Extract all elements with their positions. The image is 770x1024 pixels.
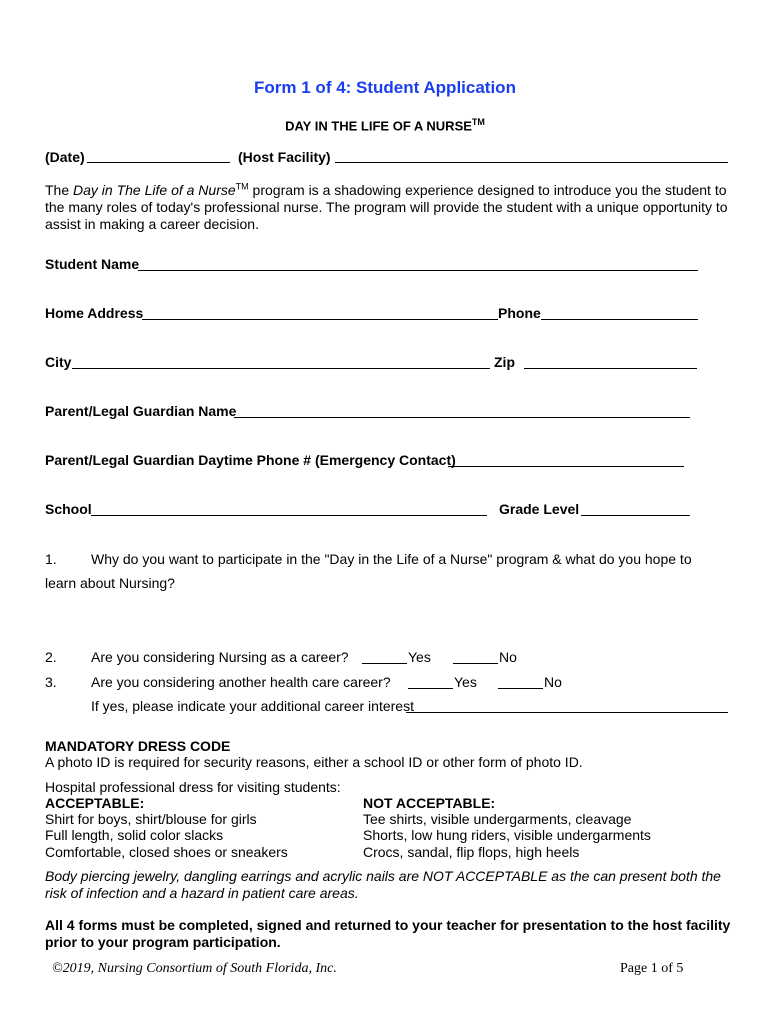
student-name-field[interactable] (138, 270, 698, 271)
question-3-yes-blank[interactable] (408, 688, 453, 689)
school-label: School (45, 501, 92, 517)
question-3-no-label: No (544, 674, 562, 690)
city-field[interactable] (72, 368, 490, 369)
acceptable-heading: ACCEPTABLE: (45, 795, 145, 811)
dress-intro: Hospital professional dress for visiting students: (45, 779, 341, 795)
guardian-name-field[interactable] (234, 417, 690, 418)
acceptable-item: Shirt for boys, shirt/blouse for girls (45, 811, 257, 827)
host-facility-field[interactable] (335, 162, 728, 163)
school-field[interactable] (91, 515, 487, 516)
question-1-text-cont: learn about Nursing? (45, 575, 175, 591)
program-name: Day in The Life of a Nurse (73, 182, 236, 198)
question-3-no-blank[interactable] (498, 688, 543, 689)
guardian-phone-field[interactable] (448, 466, 684, 467)
guardian-phone-label: Parent/Legal Guardian Daytime Phone # (Emergency Contact) (45, 452, 456, 468)
question-2-text: Are you considering Nursing as a career? (91, 649, 349, 665)
date-field[interactable] (87, 162, 230, 163)
student-name-label: Student Name (45, 256, 140, 272)
home-address-field[interactable] (142, 319, 498, 320)
intro-text-2: program is a shadowing experience designed to introduce you the student to the many roles of today's professional nurse. The program will provide the student with a unique opportunity to assist in making a career decision. (45, 182, 728, 232)
intro-paragraph (45, 182, 735, 233)
not-acceptable-heading: NOT ACCEPTABLE: (363, 795, 496, 811)
zip-label: Zip (494, 354, 515, 370)
question-2-number: 2. (45, 649, 57, 665)
not-acceptable-item: Tee shirts, visible undergarments, cleavage (363, 811, 632, 827)
footer-copyright: ©2019, Nursing Consortium of South Florida, Inc. (52, 961, 337, 976)
zip-field[interactable] (524, 368, 697, 369)
subtitle-text: DAY IN THE LIFE OF A NURSE (285, 118, 472, 134)
grade-level-label: Grade Level (499, 501, 580, 517)
question-3-text: Are you considering another health care career? (91, 674, 391, 690)
question-3-yes-label: Yes (454, 674, 477, 690)
date-label: (Date) (45, 149, 85, 165)
not-acceptable-item: Crocs, sandal, flip flops, high heels (363, 844, 580, 860)
closing-instructions: All 4 forms must be completed, signed and returned to your teacher for presentation to the host facility prior to your program participation. (45, 917, 731, 950)
acceptable-item: Comfortable, closed shoes or sneakers (45, 844, 288, 860)
question-2-yes-blank[interactable] (362, 663, 407, 664)
intro-text-1: The (45, 182, 74, 198)
trademark: TM (471, 117, 485, 127)
career-interest-field[interactable] (406, 712, 728, 713)
form-title: Form 1 of 4: Student Application (254, 78, 516, 97)
question-1-text: Why do you want to participate in the "Day in the Life of a Nurse" program & what do you hope to (91, 551, 692, 567)
phone-label: Phone (498, 305, 541, 321)
form-subtitle (0, 117, 770, 133)
question-2-yes-label: Yes (408, 649, 431, 665)
city-label: City (45, 354, 72, 370)
grade-level-field[interactable] (581, 515, 690, 516)
not-acceptable-item: Shorts, low hung riders, visible undergarments (363, 827, 651, 843)
photo-id-note: A photo ID is required for security reasons, either a school ID or other form of photo ID. (45, 754, 583, 770)
question-3-number: 3. (45, 674, 57, 690)
home-address-label: Home Address (45, 305, 144, 321)
acceptable-item: Full length, solid color slacks (45, 827, 224, 843)
question-2-no-blank[interactable] (453, 663, 498, 664)
question-2-no-label: No (499, 649, 517, 665)
dress-code-heading: MANDATORY DRESS CODE (45, 738, 231, 754)
host-facility-label: (Host Facility) (238, 149, 331, 165)
footer-page-number: Page 1 of 5 (620, 961, 684, 976)
phone-field[interactable] (541, 319, 698, 320)
guardian-name-label: Parent/Legal Guardian Name (45, 403, 237, 419)
jewelry-note: Body piercing jewelry, dangling earrings and acrylic nails are NOT ACCEPTABLE as the can present both the risk of infection and a hazard in patient care areas. (45, 868, 721, 901)
program-trademark: TM (235, 181, 249, 192)
question-1-number: 1. (45, 551, 57, 567)
question-3-followup: If yes, please indicate your additional career interest (91, 698, 414, 714)
